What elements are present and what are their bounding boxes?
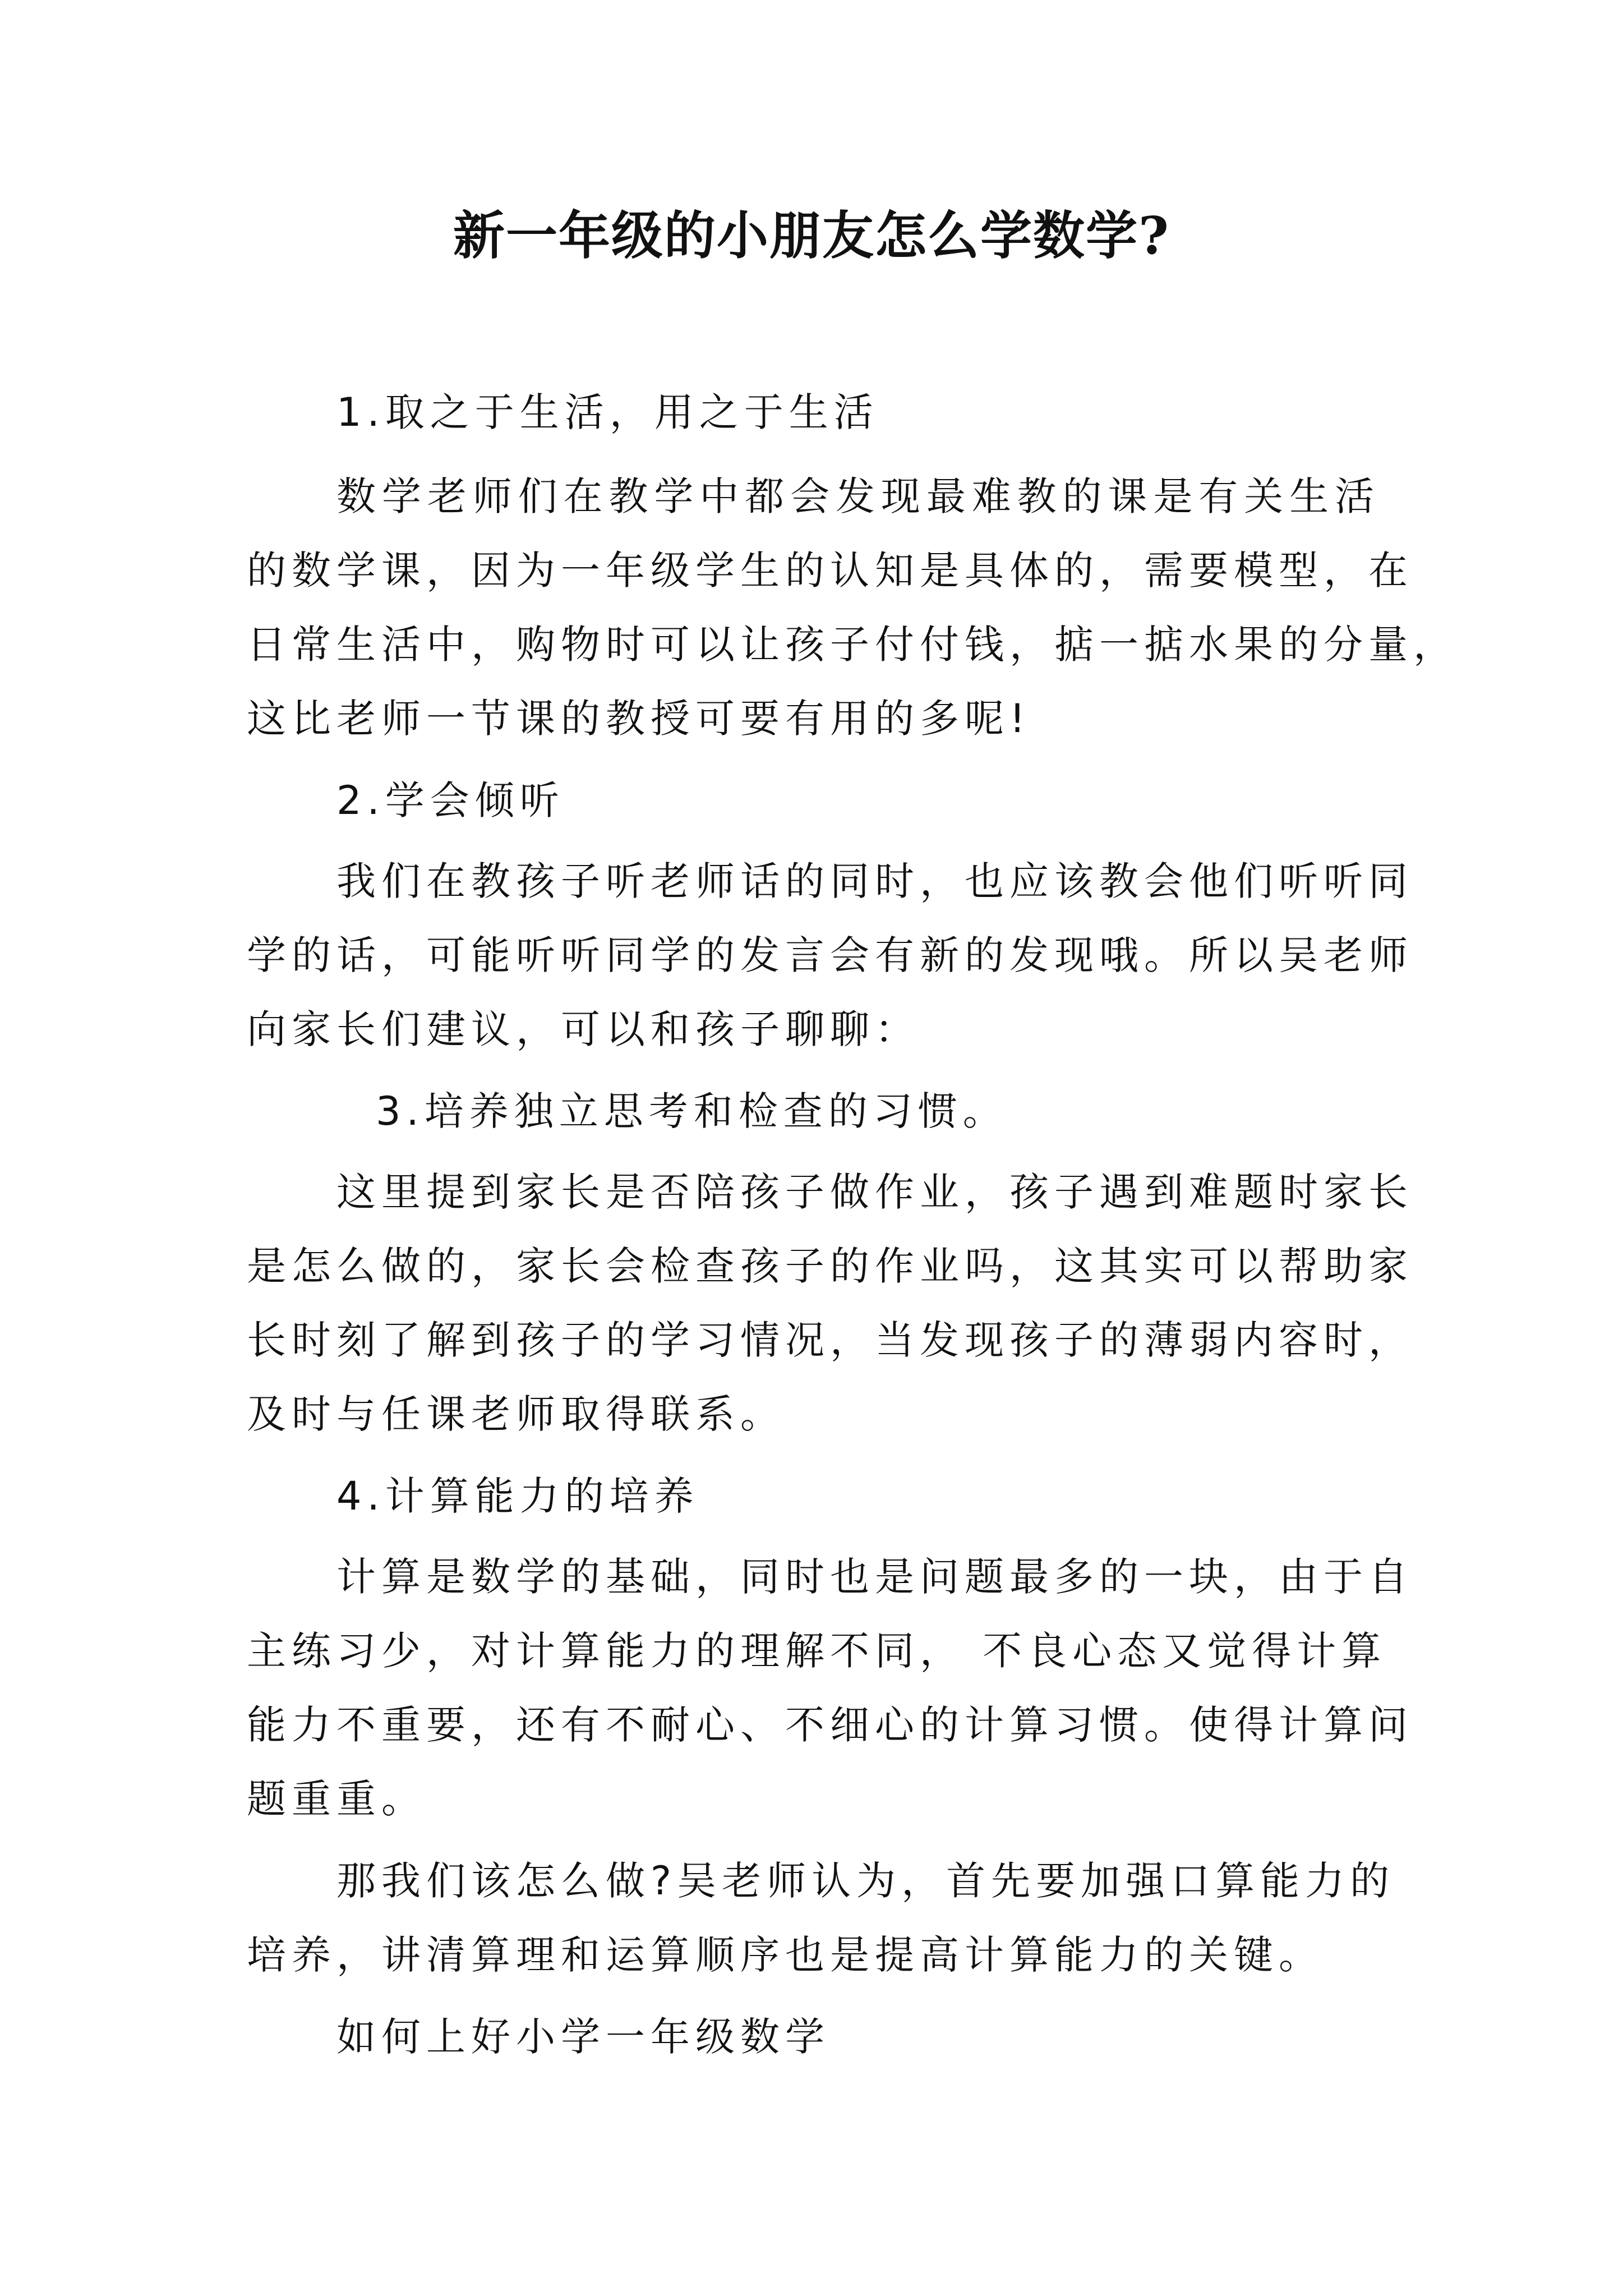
document-title: 新一年级的小朋友怎么学数学? xyxy=(453,205,1170,266)
paragraph-line: 向家长们建议，可以和孩子聊聊： xyxy=(247,1006,920,1052)
paragraph-line: 的数学课，因为一年级学生的认知是具体的，需要模型，在 xyxy=(247,547,1413,593)
section-heading-3: 3.培养独立思考和检查的习惯。 xyxy=(376,1088,1008,1134)
section-heading-1: 1.取之于生活，用之于生活 xyxy=(336,389,879,435)
paragraph-line: 培养，讲清算理和运算顺序也是提高计算能力的关键。 xyxy=(247,1932,1324,1978)
paragraph-line: 那我们该怎么做?吴老师认为，首先要加强口算能力的 xyxy=(336,1858,1395,1904)
paragraph-line: 学的话，可能听听同学的发言会有新的发现哦。所以吴老师 xyxy=(247,932,1413,978)
section-heading-4: 4.计算能力的培养 xyxy=(336,1473,699,1519)
paragraph-line: 题重重。 xyxy=(247,1776,426,1822)
paragraph-line: 主练习少，对计算能力的理解不同， 不良心态又觉得计算 xyxy=(247,1628,1387,1674)
paragraph-line: 日常生活中，购物时可以让孩子付付钱，掂一掂水果的分量， xyxy=(247,622,1458,668)
paragraph-line: 数学老师们在教学中都会发现最难教的课是有关生活 xyxy=(336,473,1380,519)
paragraph-line: 长时刻了解到孩子的学习情况，当发现孩子的薄弱内容时， xyxy=(247,1317,1413,1363)
section-heading-2: 2.学会倾听 xyxy=(336,777,565,823)
paragraph-line: 计算是数学的基础，同时也是问题最多的一块，由于自 xyxy=(336,1554,1413,1600)
paragraph-line: 这里提到家长是否陪孩子做作业，孩子遇到难题时家长 xyxy=(336,1169,1413,1215)
paragraph-line: 是怎么做的，家长会检查孩子的作业吗，这其实可以帮助家 xyxy=(247,1243,1413,1289)
paragraph-line: 我们在教孩子听老师话的同时，也应该教会他们听听同 xyxy=(336,858,1413,904)
paragraph-line: 能力不重要，还有不耐心、不细心的计算习惯。使得计算问 xyxy=(247,1702,1413,1748)
paragraph-line: 这比老师一节课的教授可要有用的多呢! xyxy=(247,696,1031,742)
closing-line: 如何上好小学一年级数学 xyxy=(336,2014,830,2060)
paragraph-line: 及时与任课老师取得联系。 xyxy=(247,1391,785,1437)
